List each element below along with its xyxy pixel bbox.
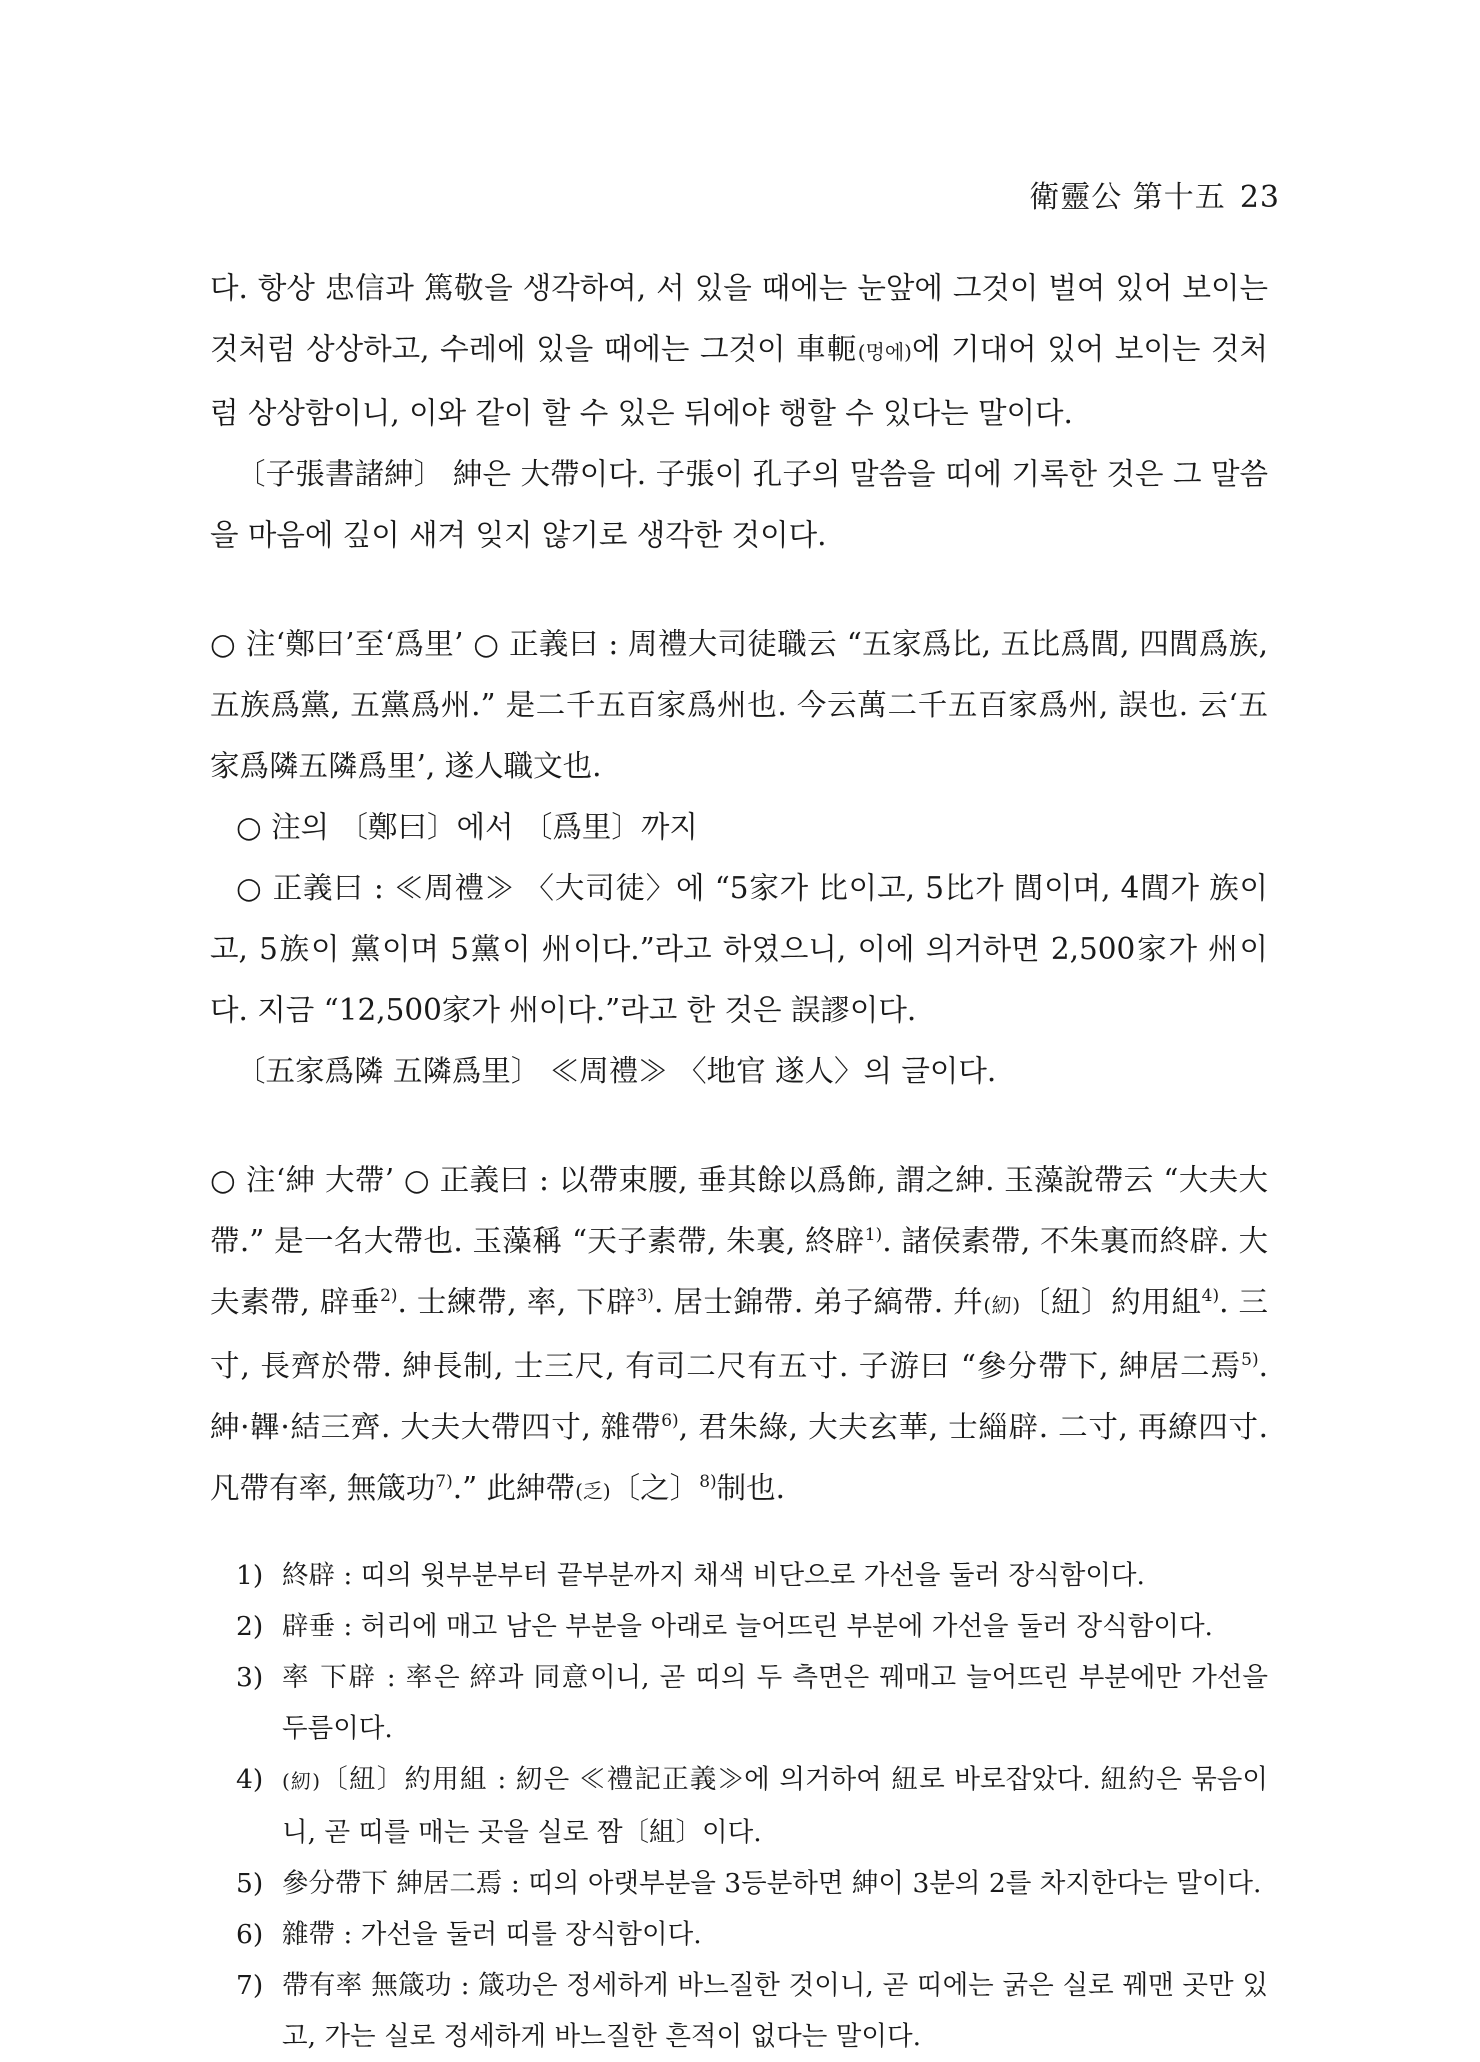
header-title: 衛靈公 第十五 xyxy=(1029,180,1226,215)
small-gloss: (멍에) xyxy=(857,340,912,364)
small-gloss: (紉) xyxy=(282,1769,321,1793)
text-run: 에 기대어 있어 보이는 것처럼 상상함이니, 이와 같이 할 수 있은 뒤에야 행할 수 있다는 말이다. xyxy=(210,332,1268,430)
footnote-number: 5) xyxy=(236,1868,264,1899)
small-gloss: (紉) xyxy=(983,1293,1021,1317)
footnote-text xyxy=(282,1754,1268,1858)
footnote-item xyxy=(236,1909,1268,1960)
footnote-ref[interactable]: 4) xyxy=(1201,1286,1220,1307)
footnote-ref[interactable]: 2) xyxy=(380,1286,398,1307)
footnote-ref[interactable]: 7) xyxy=(435,1472,453,1493)
footnote-ref[interactable]: 3) xyxy=(636,1286,654,1307)
page-body xyxy=(210,258,1268,2062)
page-number: 23 xyxy=(1239,180,1280,215)
footnote-number: 1) xyxy=(236,1560,264,1591)
footnote-ref[interactable]: 1) xyxy=(864,1225,883,1246)
text-run: 〔紐〕約用組 : 紉은 ≪禮記正義≫에 의거하여 紐로 바로잡았다. 紐約은 묶음이니, 곧 띠를 매는 곳을 실로 짬〔組〕이다. xyxy=(282,1764,1268,1848)
text-run: ○ 注‘紳 大帶’ ○ 正義曰 : 以帶束腰, 垂其餘以爲飾, 謂之紳. 玉藻說帶云 “大夫大帶.” 是一名大帶也. 玉藻稱 “天子素帶, 朱裏, 終辟 xyxy=(210,1163,1268,1258)
footnotes xyxy=(210,1550,1268,2062)
text-run: . 諸侯素帶, 不朱裏而終辟. 大夫素帶, 辟垂 xyxy=(210,1224,1268,1319)
text-run: , 君朱綠, 大夫玄華, 士緇辟. 二寸, 再繚四寸. 凡帶有率, 無箴功 xyxy=(210,1410,1268,1505)
paragraph-5: ○ 正義曰 : ≪周禮≫ 〈大司徒〉에 “5家가 比이고, 5比가 閭이며, 4閭가 族이고, 5族이 黨이며 5黨이 州이다.”라고 하였으니, 이에 의거하면 2,500家가 州이다. 지금 “12,500家가 州이다.”라고 한 것은 誤謬이다. xyxy=(210,871,1268,1027)
footnote-ref[interactable]: 5) xyxy=(1241,1350,1259,1371)
text-run: 〔紐〕約用組 xyxy=(1020,1285,1202,1319)
footnote-item xyxy=(236,1601,1268,1652)
paragraph-2: 〔子張書諸紳〕 紳은 大帶이다. 子張이 孔子의 말씀을 띠에 기록한 것은 그 말씀을 마음에 깊이 새겨 잊지 않기로 생각한 것이다. xyxy=(210,457,1268,552)
text-run: . 士練帶, 率, 下辟 xyxy=(397,1285,637,1319)
footnote-item xyxy=(236,1754,1268,1858)
footnote-text: 帶有率 無箴功 : 箴功은 정세하게 바느질한 것이니, 곧 띠에는 굵은 실로 꿰맨 곳만 있고, 가는 실로 정세하게 바느질한 흔적이 없다는 말이다. xyxy=(282,1970,1268,2052)
footnote-number: 2) xyxy=(236,1611,264,1642)
paragraph-3: ○ 注‘鄭曰’至‘爲里’ ○ 正義曰 : 周禮大司徒職云 “五家爲比, 五比爲閭, 四閭爲族, 五族爲黨, 五黨爲州.” 是二千五百家爲州也. 今云萬二千五百家爲州, 誤也. 云‘五家爲隣五隣爲里’, 遂人職文也. xyxy=(210,627,1268,783)
footnote-item xyxy=(236,1550,1268,1601)
footnote-number: 6) xyxy=(236,1919,264,1950)
footnote-item xyxy=(236,1858,1268,1909)
footnote-number: 4) xyxy=(236,1764,264,1795)
footnote-text: 雜帶 : 가선을 둘러 띠를 장식함이다. xyxy=(282,1919,702,1950)
paragraph-6: 〔五家爲隣 五隣爲里〕 ≪周禮≫ 〈地官 遂人〉의 글이다. xyxy=(236,1054,997,1088)
footnote-ref[interactable]: 6) xyxy=(661,1411,679,1432)
text-run: . 居士錦帶. 弟子縞帶. 幷 xyxy=(653,1285,984,1319)
footnote-number: 3) xyxy=(236,1662,264,1693)
paragraph-4: ○ 注의 〔鄭曰〕에서 〔爲里〕까지 xyxy=(236,810,698,844)
small-gloss: (乏) xyxy=(575,1479,611,1503)
footnote-text: 終辟 : 띠의 윗부분부터 끝부분까지 채색 비단으로 가선을 둘러 장식함이다. xyxy=(282,1560,1145,1591)
text-run: . 三寸, 長齊於帶. 紳長制, 士三尺, 有司二尺有五寸. 子游曰 “參分帶下, 紳居二焉 xyxy=(210,1285,1268,1383)
text-run: 制也. xyxy=(716,1471,786,1505)
footnote-text: 參分帶下 紳居二焉 : 띠의 아랫부분을 3등분하면 紳이 3분의 2를 차지한다는 말이다. xyxy=(282,1868,1262,1899)
footnote-ref[interactable]: 8) xyxy=(699,1472,717,1493)
text-run: .” 此紳帶 xyxy=(452,1471,576,1505)
running-header xyxy=(1029,172,1280,216)
text-run: . 紳·韠·結三齊. 大夫大帶四寸, 雜帶 xyxy=(210,1349,1268,1444)
paragraph-7 xyxy=(210,1150,1268,1522)
footnote-number: 7) xyxy=(236,1970,264,2001)
footnote-item xyxy=(236,1960,1268,2062)
footnote-item xyxy=(236,1652,1268,1754)
paragraph-1 xyxy=(210,258,1268,444)
footnote-text: 辟垂 : 허리에 매고 남은 부분을 아래로 늘어뜨린 부분에 가선을 둘러 장식함이다. xyxy=(282,1611,1213,1642)
footnote-text: 率 下辟 : 率은 綷과 同意이니, 곧 띠의 두 측면은 꿰매고 늘어뜨린 부분에만 가선을 두름이다. xyxy=(282,1662,1268,1744)
text-run: 〔之〕 xyxy=(610,1471,700,1505)
text-run: 다. 항상 忠信과 篤敬을 생각하여, 서 있을 때에는 눈앞에 그것이 벌여 있어 보이는 것처럼 상상하고, 수레에 있을 때에는 그것이 車軛 xyxy=(210,271,1268,366)
